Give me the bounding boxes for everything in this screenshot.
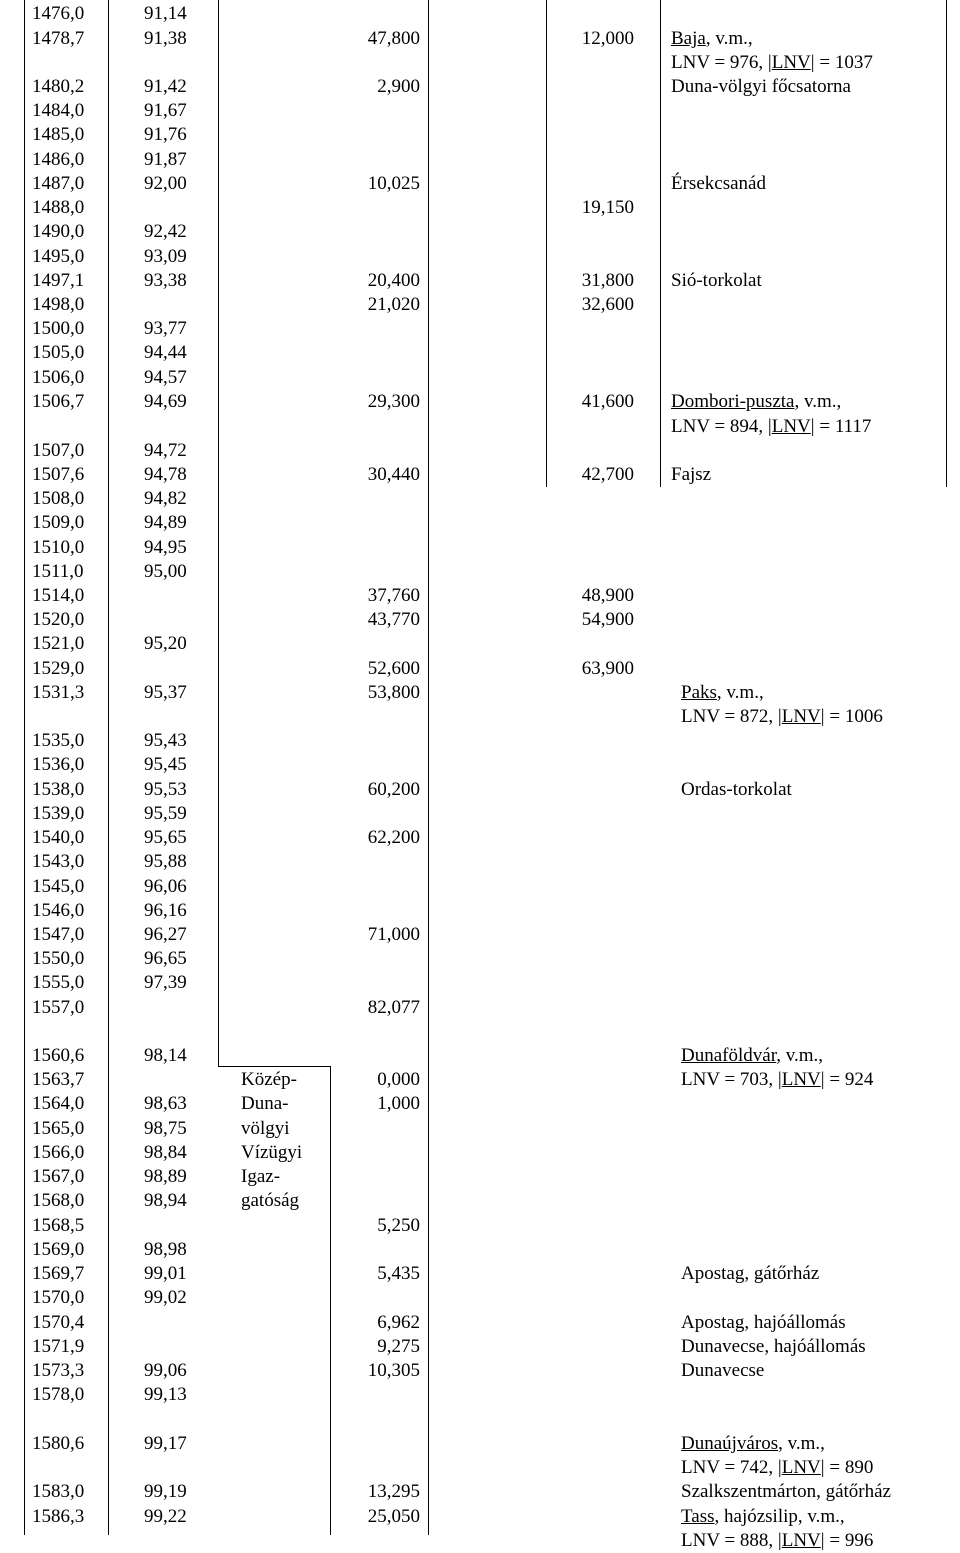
agency-label: Igaz- (241, 1166, 281, 1187)
secondary-distance-cell: 54,900 (581, 609, 634, 630)
note-cell: Dombori-puszta, v.m., (671, 391, 842, 412)
km-cell: 1509,0 (32, 512, 85, 533)
km-cell: 1476,0 (32, 3, 85, 24)
km-cell: 1564,0 (32, 1093, 85, 1114)
note-cell: Dunavecse (681, 1360, 765, 1381)
km-cell: 1490,0 (32, 221, 85, 242)
km-cell: 1486,0 (32, 149, 85, 170)
note-cell: Duna-völgyi főcsatorna (671, 76, 851, 97)
km-cell: 1550,0 (32, 948, 85, 969)
km-cell: 1495,0 (32, 246, 85, 267)
level-cell: 96,27 (144, 924, 187, 945)
column-rule (108, 0, 109, 1535)
level-cell: 95,88 (144, 851, 187, 872)
km-cell: 1505,0 (32, 342, 85, 363)
level-cell: 91,87 (144, 149, 187, 170)
distance-cell: 43,770 (367, 609, 420, 630)
note-cell: LNV = 703, |LNV| = 924 (681, 1069, 874, 1090)
level-cell: 92,00 (144, 173, 187, 194)
km-cell: 1497,1 (32, 270, 85, 291)
agency-label: Közép- (241, 1069, 297, 1090)
distance-cell: 30,440 (367, 464, 420, 485)
km-cell: 1563,7 (32, 1069, 85, 1090)
km-cell: 1511,0 (32, 561, 84, 582)
km-cell: 1570,4 (32, 1312, 85, 1333)
note-cell: Apostag, hajóállomás (681, 1312, 846, 1333)
column-rule (946, 0, 947, 487)
km-cell: 1520,0 (32, 609, 85, 630)
km-cell: 1569,7 (32, 1263, 85, 1284)
level-cell: 92,42 (144, 221, 187, 242)
km-cell: 1546,0 (32, 900, 85, 921)
km-cell: 1510,0 (32, 537, 85, 558)
km-cell: 1547,0 (32, 924, 85, 945)
km-cell: 1531,3 (32, 682, 85, 703)
km-cell: 1500,0 (32, 318, 85, 339)
distance-cell: 10,025 (367, 173, 420, 194)
km-cell: 1488,0 (32, 197, 85, 218)
distance-cell: 29,300 (367, 391, 420, 412)
note-cell: Dunavecse, hajóállomás (681, 1336, 866, 1357)
column-rule (428, 0, 429, 1535)
km-cell: 1538,0 (32, 779, 85, 800)
level-cell: 91,38 (144, 28, 187, 49)
level-cell: 99,06 (144, 1360, 187, 1381)
km-cell: 1565,0 (32, 1118, 85, 1139)
level-cell: 95,20 (144, 633, 187, 654)
level-cell: 91,42 (144, 76, 187, 97)
column-rule (660, 0, 661, 487)
distance-cell: 9,275 (377, 1336, 420, 1357)
note-cell: Apostag, gátőrház (681, 1263, 820, 1284)
distance-cell: 71,000 (367, 924, 420, 945)
km-cell: 1480,2 (32, 76, 85, 97)
distance-cell: 5,250 (377, 1215, 420, 1236)
note-cell: Érsekcsanád (671, 173, 766, 194)
secondary-distance-cell: 48,900 (581, 585, 634, 606)
level-cell: 99,02 (144, 1287, 187, 1308)
level-cell: 95,00 (144, 561, 187, 582)
column-rule (330, 1066, 331, 1535)
km-cell: 1535,0 (32, 730, 85, 751)
note-cell: Fajsz (671, 464, 712, 485)
km-cell: 1536,0 (32, 754, 85, 775)
level-cell: 95,43 (144, 730, 187, 751)
note-cell: LNV = 976, |LNV| = 1037 (671, 52, 873, 73)
km-cell: 1557,0 (32, 997, 85, 1018)
km-cell: 1529,0 (32, 658, 85, 679)
level-cell: 95,59 (144, 803, 187, 824)
level-cell: 94,57 (144, 367, 187, 388)
km-cell: 1514,0 (32, 585, 85, 606)
distance-cell: 2,900 (377, 76, 420, 97)
distance-cell: 6,962 (377, 1312, 420, 1333)
km-cell: 1567,0 (32, 1166, 85, 1187)
level-cell: 98,75 (144, 1118, 187, 1139)
secondary-distance-cell: 31,800 (581, 270, 634, 291)
distance-cell: 37,760 (367, 585, 420, 606)
distance-cell: 25,050 (367, 1506, 420, 1527)
level-cell: 99,13 (144, 1384, 187, 1405)
distance-cell: 60,200 (367, 779, 420, 800)
level-cell: 99,01 (144, 1263, 187, 1284)
level-cell: 95,65 (144, 827, 187, 848)
km-cell: 1570,0 (32, 1287, 85, 1308)
level-cell: 97,39 (144, 972, 187, 993)
level-cell: 94,72 (144, 440, 187, 461)
distance-cell: 47,800 (367, 28, 420, 49)
km-cell: 1571,9 (32, 1336, 85, 1357)
level-cell: 99,17 (144, 1433, 187, 1454)
level-cell: 93,09 (144, 246, 187, 267)
level-cell: 95,53 (144, 779, 187, 800)
km-cell: 1555,0 (32, 972, 85, 993)
distance-cell: 5,435 (377, 1263, 420, 1284)
km-cell: 1478,7 (32, 28, 85, 49)
distance-cell: 13,295 (367, 1481, 420, 1502)
note-cell: LNV = 872, |LNV| = 1006 (681, 706, 883, 727)
level-cell: 94,44 (144, 342, 187, 363)
distance-cell: 10,305 (367, 1360, 420, 1381)
km-cell: 1583,0 (32, 1481, 85, 1502)
distance-cell: 20,400 (367, 270, 420, 291)
agency-label: gatóság (241, 1190, 300, 1211)
distance-cell: 1,000 (377, 1093, 420, 1114)
level-cell: 91,67 (144, 100, 187, 121)
level-cell: 98,14 (144, 1045, 187, 1066)
km-cell: 1521,0 (32, 633, 85, 654)
note-cell: Baja, v.m., (671, 28, 753, 49)
note-cell: Dunaföldvár, v.m., (681, 1045, 824, 1066)
note-cell: LNV = 742, |LNV| = 890 (681, 1457, 874, 1478)
level-cell: 95,45 (144, 754, 187, 775)
note-cell: Ordas-torkolat (681, 779, 792, 800)
level-cell: 94,69 (144, 391, 187, 412)
level-cell: 96,16 (144, 900, 187, 921)
distance-cell: 21,020 (367, 294, 420, 315)
distance-cell: 82,077 (367, 997, 420, 1018)
level-cell: 98,94 (144, 1190, 187, 1211)
level-cell: 93,77 (144, 318, 187, 339)
km-cell: 1498,0 (32, 294, 85, 315)
level-cell: 94,82 (144, 488, 187, 509)
level-cell: 91,14 (144, 3, 187, 24)
km-cell: 1560,6 (32, 1045, 85, 1066)
secondary-distance-cell: 32,600 (581, 294, 634, 315)
note-cell: LNV = 894, |LNV| = 1117 (671, 416, 872, 437)
level-cell: 98,84 (144, 1142, 187, 1163)
agency-label: Vízügyi (241, 1142, 303, 1163)
secondary-distance-cell: 63,900 (581, 658, 634, 679)
level-cell: 94,78 (144, 464, 187, 485)
km-cell: 1507,0 (32, 440, 85, 461)
secondary-distance-cell: 19,150 (581, 197, 634, 218)
km-cell: 1508,0 (32, 488, 85, 509)
note-cell: Paks, v.m., (681, 682, 764, 703)
km-cell: 1566,0 (32, 1142, 85, 1163)
distance-cell: 0,000 (377, 1069, 420, 1090)
level-cell: 96,06 (144, 876, 187, 897)
secondary-distance-cell: 42,700 (581, 464, 634, 485)
secondary-distance-cell: 41,600 (581, 391, 634, 412)
km-cell: 1569,0 (32, 1239, 85, 1260)
agency-label: Duna- (241, 1093, 289, 1114)
distance-cell: 62,200 (367, 827, 420, 848)
level-cell: 98,98 (144, 1239, 187, 1260)
km-cell: 1506,0 (32, 367, 85, 388)
secondary-distance-cell: 12,000 (581, 28, 634, 49)
level-cell: 93,38 (144, 270, 187, 291)
level-cell: 98,63 (144, 1093, 187, 1114)
km-cell: 1580,6 (32, 1433, 85, 1454)
note-cell: Dunaújváros, v.m., (681, 1433, 825, 1454)
km-cell: 1484,0 (32, 100, 85, 121)
agency-label: völgyi (241, 1118, 290, 1139)
km-cell: 1507,6 (32, 464, 85, 485)
column-rule (218, 0, 219, 1066)
km-cell: 1578,0 (32, 1384, 85, 1405)
km-cell: 1540,0 (32, 827, 85, 848)
km-cell: 1543,0 (32, 851, 85, 872)
distance-cell: 52,600 (367, 658, 420, 679)
level-cell: 99,22 (144, 1506, 187, 1527)
level-cell: 96,65 (144, 948, 187, 969)
km-cell: 1545,0 (32, 876, 85, 897)
level-cell: 94,95 (144, 537, 187, 558)
note-cell: Sió-torkolat (671, 270, 762, 291)
km-cell: 1506,7 (32, 391, 85, 412)
level-cell: 95,37 (144, 682, 187, 703)
level-cell: 94,89 (144, 512, 187, 533)
note-cell: Tass, hajózsilip, v.m., (681, 1506, 845, 1527)
level-cell: 91,76 (144, 124, 187, 145)
column-rule (218, 1066, 330, 1067)
km-cell: 1568,5 (32, 1215, 85, 1236)
column-rule (24, 0, 25, 1535)
distance-cell: 53,800 (367, 682, 420, 703)
km-cell: 1539,0 (32, 803, 85, 824)
level-cell: 98,89 (144, 1166, 187, 1187)
level-cell: 99,19 (144, 1481, 187, 1502)
note-cell: LNV = 888, |LNV| = 996 (681, 1530, 874, 1551)
note-cell: Szalkszentmárton, gátőrház (681, 1481, 891, 1502)
km-cell: 1568,0 (32, 1190, 85, 1211)
km-cell: 1573,3 (32, 1360, 85, 1381)
km-cell: 1586,3 (32, 1506, 85, 1527)
km-cell: 1487,0 (32, 173, 85, 194)
km-cell: 1485,0 (32, 124, 85, 145)
